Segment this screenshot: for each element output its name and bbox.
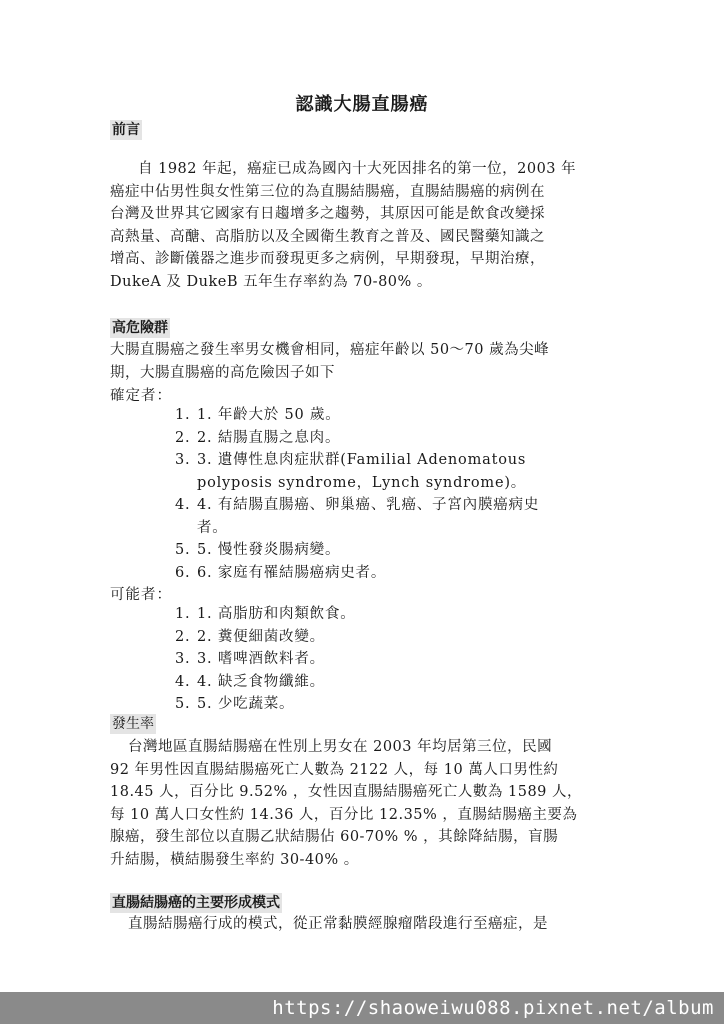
paragraph-line: 癌症中佔男性與女性第三位的為直腸結腸癌，直腸結腸癌的病例在 — [110, 183, 545, 200]
paragraph-line: 期，大腸直腸癌的高危險因子如下 — [110, 364, 335, 381]
document-title: 認識大腸直腸癌 — [295, 94, 429, 115]
list-item — [175, 671, 615, 694]
risk-heading: 高危險群 — [112, 320, 168, 336]
item-text: 5. 少吃蔬菜。 — [197, 696, 295, 712]
item-text: 1. 高脂肪和肉類飲食。 — [197, 606, 356, 622]
list-item — [175, 449, 615, 472]
list-item — [175, 539, 615, 562]
preface-paragraph — [110, 158, 615, 293]
item-text: 2. 糞便細菌改變。 — [197, 628, 325, 645]
item-text: 3. 嗜啤酒飲料者。 — [197, 651, 325, 667]
list-item — [175, 494, 615, 517]
list-item — [175, 648, 615, 671]
list-item — [175, 427, 615, 450]
formation-paragraph — [110, 913, 615, 936]
paragraph-line: 92 年男性因直腸結腸癌死亡人數為 2122 人，每 10 萬人口男性約 — [110, 761, 559, 778]
item-number: 2. — [175, 628, 191, 645]
definite-label: 確定者： — [110, 388, 172, 404]
item-number: 5. — [175, 696, 191, 712]
item-text: 2. 結腸直腸之息肉。 — [197, 429, 341, 446]
list-item-continuation — [175, 517, 615, 540]
list-item — [175, 603, 615, 626]
list-item — [175, 693, 615, 716]
item-number: 4. — [175, 673, 191, 690]
item-text: 1. 年齡大於 50 歲。 — [197, 407, 341, 423]
item-number: 1. — [175, 606, 191, 622]
item-text: 3. 遺傳性息肉症狀群(Familial Adenomatous — [197, 452, 527, 468]
item-text: 4. 缺乏食物纖維。 — [197, 673, 325, 690]
watermark-bar: https://shaoweiwu088.pixnet.net/album — [0, 992, 724, 1024]
list-item — [175, 626, 615, 649]
paragraph-line: 台灣及世界其它國家有日趨增多之趨勢，其原因可能是飲食改變採 — [110, 206, 545, 222]
item-number: 3. — [175, 452, 191, 468]
item-text-continued: 者。 — [197, 519, 228, 536]
paragraph-line: 每 10 萬人口女性約 14.36 人，百分比 12.35% ，直腸結腸癌主要為 — [110, 806, 578, 823]
item-number: 3. — [175, 651, 191, 667]
formation-heading: 直腸結腸癌的主要形成模式 — [112, 895, 280, 911]
paragraph-line: DukeA 及 DukeB 五年生存率約為 70-80% 。 — [110, 273, 432, 290]
paragraph-line: 大腸直腸癌之發生率男女機會相同，癌症年齡以 50～70 歲為尖峰 — [110, 342, 550, 358]
possible-label: 可能者： — [110, 587, 172, 603]
list-item-continuation — [175, 472, 615, 495]
paragraph-line: 自 1982 年起，癌症已成為國內十大死因排名的第一位，2003 年 — [138, 161, 577, 177]
item-text: 4. 有結腸直腸癌、卵巢癌、乳癌、子宮內膜癌病史 — [197, 497, 540, 513]
risk-paragraph — [110, 339, 615, 384]
item-number: 6. — [175, 564, 191, 581]
item-number: 2. — [175, 429, 191, 446]
paragraph-line: 18.45 人，百分比 9.52% ，女性因直腸結腸癌死亡人數為 1589 人， — [110, 784, 583, 800]
paragraph-line: 升結腸，橫結腸發生率約 30-40% 。 — [110, 851, 359, 868]
item-text: 5. 慢性發炎腸病變。 — [197, 542, 341, 558]
list-item — [175, 404, 615, 427]
paragraph-line: 增高、診斷儀器之進步而發現更多之病例，早期發現，早期治療， — [110, 251, 545, 267]
paragraph-line: 高熱量、高醣、高脂肪以及全國衛生教育之普及、國民醫藥知識之 — [110, 228, 545, 245]
list-item — [175, 562, 615, 585]
item-text: 6. 家庭有罹結腸癌病史者。 — [197, 564, 387, 581]
item-number: 5. — [175, 542, 191, 558]
paragraph-line: 腺癌，發生部位以直腸乙狀結腸佔 60-70% % ，其餘降結腸，盲腸 — [110, 829, 559, 845]
definite-factors-list — [175, 404, 615, 584]
incidence-paragraph — [110, 736, 615, 871]
paragraph-line: 直腸結腸癌行成的模式，從正常黏膜經腺瘤階段進行至癌症，是 — [128, 916, 548, 932]
paragraph-line: 台灣地區直腸結腸癌在性別上男女在 2003 年均居第三位，民國 — [128, 739, 553, 755]
preface-heading: 前言 — [112, 122, 140, 138]
incidence-heading: 發生率 — [112, 716, 154, 732]
item-text-continued: polyposis syndrome，Lynch syndrome)。 — [197, 474, 527, 491]
item-number: 4. — [175, 497, 191, 513]
item-number: 1. — [175, 407, 191, 423]
possible-factors-list — [175, 603, 615, 716]
